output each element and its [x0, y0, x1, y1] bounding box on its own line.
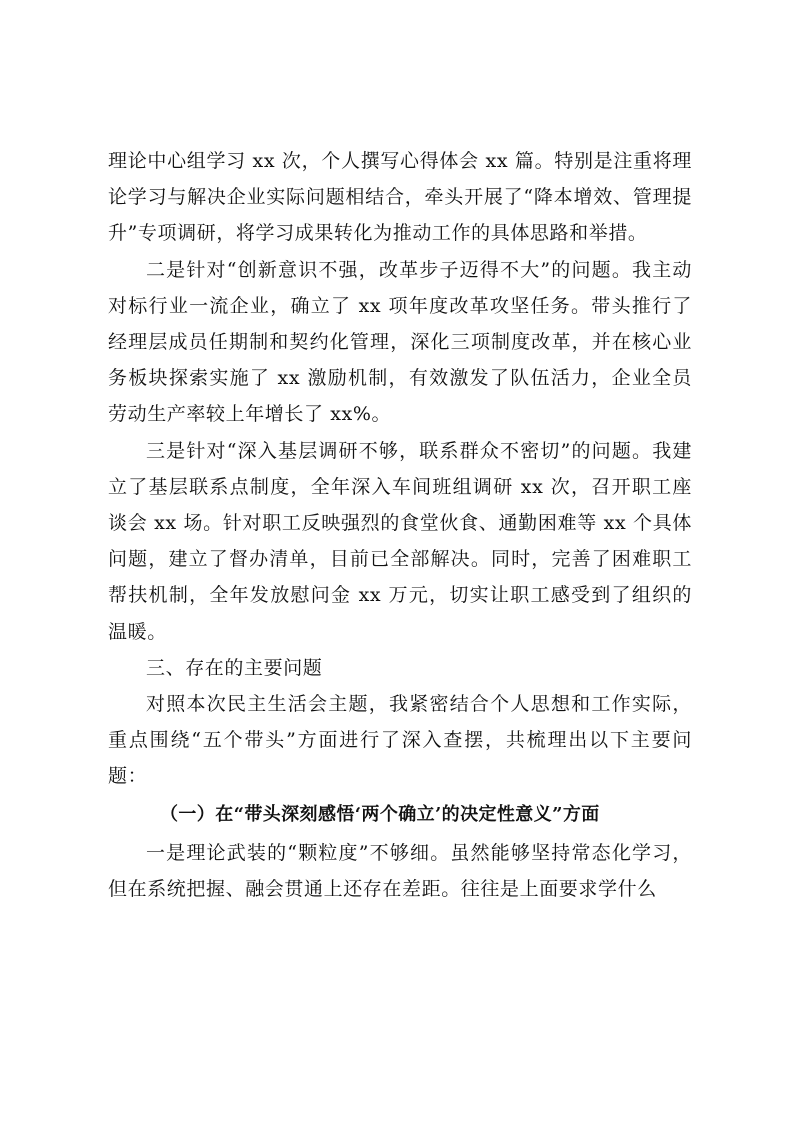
- section-heading: 三、存在的主要问题: [146, 656, 323, 679]
- problem-1-lead: 一是: [146, 841, 187, 864]
- continuation-paragraph: 理论中心组学习 xx 次，个人撰写心得体会 xx 篇。特别是注重将理论学习与解决企业实际问题相结合，牵头开展了“降本增效、管理提升”专项调研，将学习成果转化为推动工作的具体思路和举措。: [108, 150, 692, 245]
- subheading: （一）在“带头深刻感悟‘两个确立’的决定性意义”方面: [160, 803, 600, 825]
- paragraph-item-2: [108, 252, 692, 433]
- item-3-lead: 三是: [146, 439, 187, 462]
- item-3-text: 针对“深入基层调研不够，联系群众不密切”的问题。我建立了基层联系点制度，全年深入车间班组调研 xx 次，召开职工座谈会 xx 场。针对职工反映强烈的食堂伙食、通勤困难等 xx 个具体问题，建立了督办清单，目前已全部解决。同时，完善了困难职工帮扶机制，全年发放慰问金 xx 万元，切实让职工感受到了组织的温暖。: [108, 439, 693, 643]
- item-2-text: 针对“创新意识不强，改革步子迈得不大”的问题。我主动对标行业一流企业，确立了 xx 项年度改革攻坚任务。带头推行了经理层成员任期制和契约化管理，深化三项制度改革，并在核心业务板块探索实施了 xx 激励机制，有效激发了队伍活力，企业全员劳动生产率较上年增长了 xx%。: [108, 258, 693, 426]
- paragraph-problem-1: [108, 835, 692, 907]
- item-2-lead: 二是: [146, 258, 187, 281]
- section-intro: 对照本次民主生活会主题，我紧密结合个人思想和工作实际，重点围绕“五个带头”方面进行了深入查摆，共梳理出以下主要问题：: [108, 693, 692, 788]
- paragraph-item-3: [108, 433, 692, 650]
- problem-1-text: 理论武装的“颗粒度”不够细。虽然能够坚持常态化学习，但在系统把握、融会贯通上还存在差距。往往是上面要求学什么: [108, 841, 693, 900]
- document-body: [108, 143, 692, 907]
